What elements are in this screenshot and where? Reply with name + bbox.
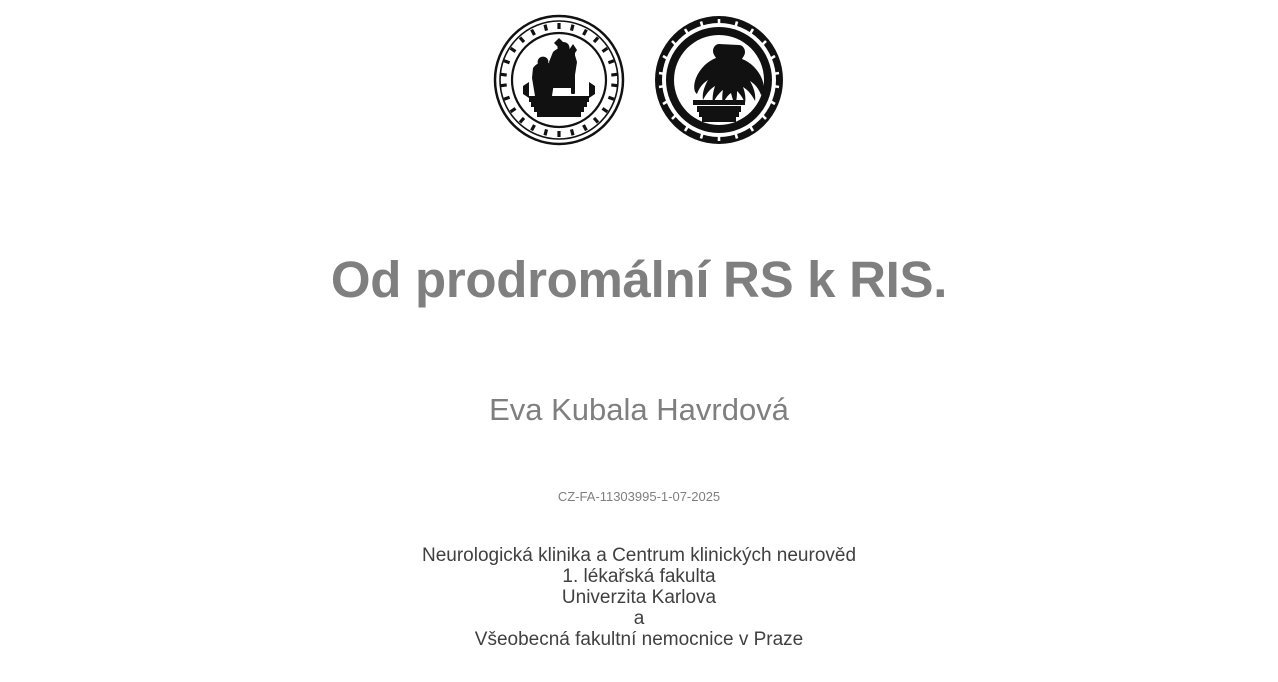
logo-row (0, 14, 1278, 146)
approval-code: CZ-FA-11303995-1-07-2025 (557, 489, 721, 504)
affiliation-block (0, 545, 1278, 650)
affiliation-line: Neurologická klinika a Centrum klinických neurověd (421, 545, 857, 566)
affiliation-line: Univerzita Karlova (561, 587, 717, 608)
affiliation-line: a (633, 608, 645, 629)
author-name: Eva Kubala Havrdová (489, 392, 789, 427)
page-title: Od prodromální RS k RIS. (330, 251, 948, 308)
charles-university-seal-icon (493, 14, 625, 146)
first-faculty-of-medicine-seal-icon (653, 14, 785, 146)
affiliation-line: 1. lékařská fakulta (562, 566, 716, 587)
affiliation-line: Všeobecná fakultní nemocnice v Praze (474, 629, 804, 650)
